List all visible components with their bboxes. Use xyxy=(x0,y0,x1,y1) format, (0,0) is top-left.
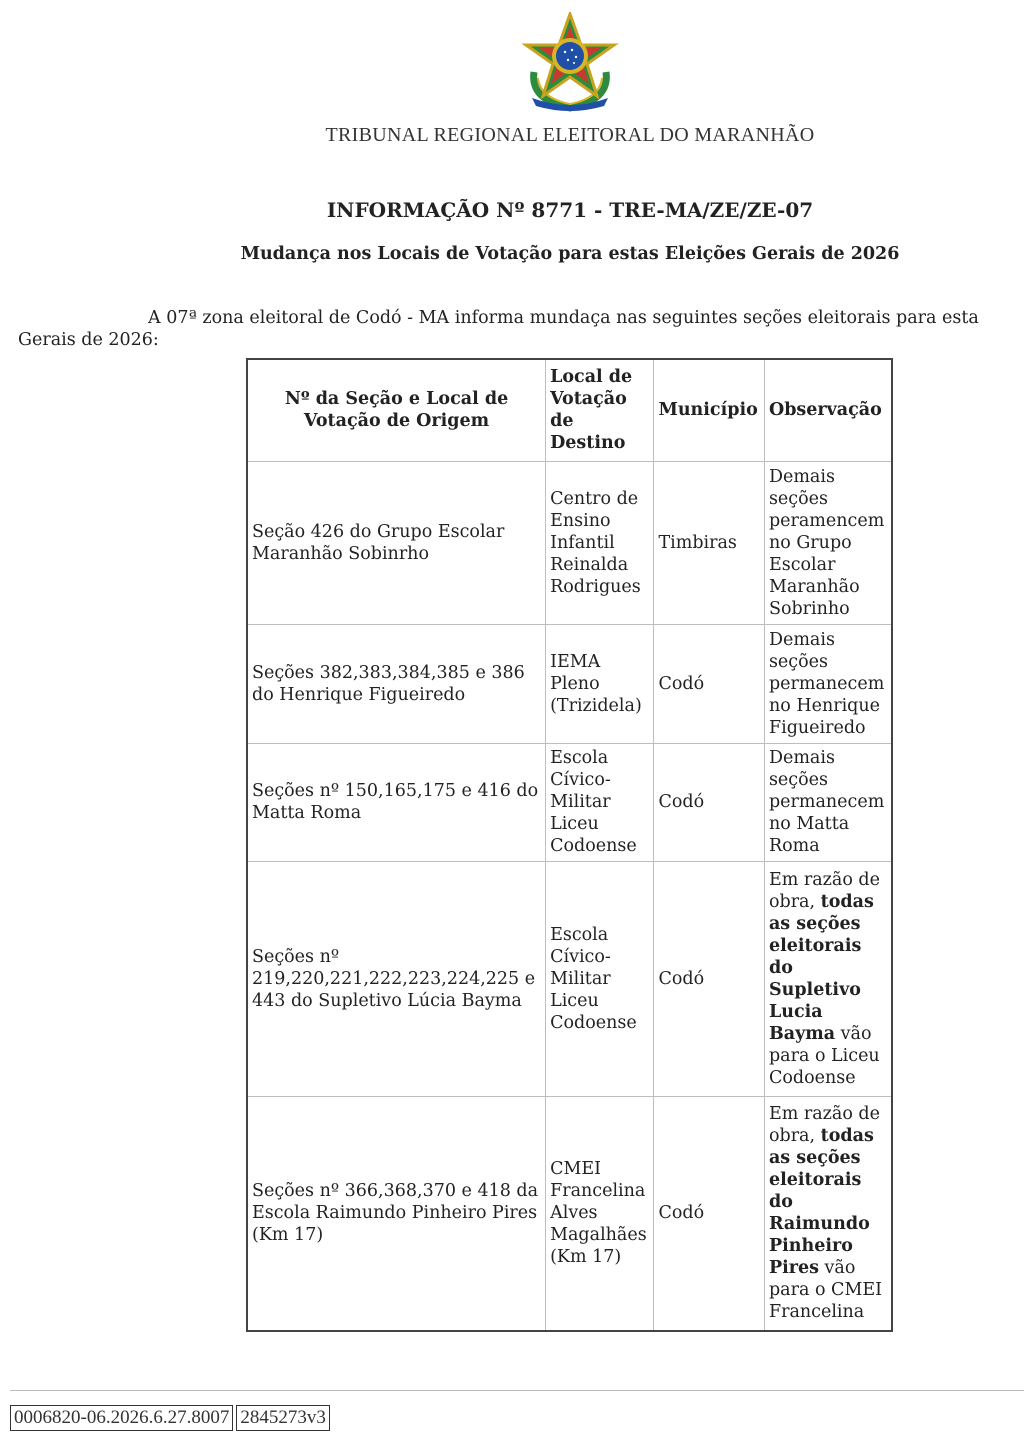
observation-text: Em razão de obra, xyxy=(768,869,880,912)
table-row xyxy=(247,624,892,743)
observation-text-end: vão para o CMEI Francelina xyxy=(768,1258,883,1323)
observation-text: Demais seções peramencem no Grupo Escolar Maranhão Sobrinho xyxy=(768,466,885,619)
cell-municipality: Codó xyxy=(654,624,765,743)
cell-observation xyxy=(764,861,892,1096)
brazil-coat-of-arms-icon xyxy=(520,12,620,112)
cell-destination: Escola Cívico-Militar Liceu Codoense xyxy=(546,743,654,861)
intro-paragraph xyxy=(18,307,1024,351)
cell-origin: Seções nº 219,220,221,222,223,224,225 e 443 do Supletivo Lúcia Bayma xyxy=(247,861,546,1096)
cell-observation xyxy=(764,1096,892,1331)
cell-observation xyxy=(764,624,892,743)
cell-origin: Seções nº 366,368,370 e 418 da Escola Raimundo Pinheiro Pires (Km 17) xyxy=(247,1096,546,1331)
observation-text: Demais seções permanecem no Henrique Figueiredo xyxy=(768,629,885,738)
cell-observation xyxy=(764,743,892,861)
header-municipality: Município xyxy=(654,359,765,461)
observation-text-end: vão para o Liceu Codoense xyxy=(768,1023,880,1088)
header-observation: Observação xyxy=(764,359,892,461)
observation-bold: todas as seções eleitorais do Supletivo Lucia Bayma xyxy=(768,891,874,1044)
table-row xyxy=(247,861,892,1096)
observation-text: Em razão de obra, xyxy=(768,1104,880,1147)
table-header-row xyxy=(247,359,892,461)
observation-text: Demais seções permanecem no Matta Roma xyxy=(768,748,885,856)
table-row xyxy=(247,461,892,624)
cell-municipality: Codó xyxy=(654,861,765,1096)
cell-origin: Seções 382,383,384,385 e 386 do Henrique Figueiredo xyxy=(247,624,546,743)
footer-identifiers xyxy=(10,1405,333,1431)
cell-observation xyxy=(764,461,892,624)
cell-destination: Centro de Ensino Infantil Reinalda Rodrigues xyxy=(546,461,654,624)
process-number: 0006820-06.2026.6.27.8007 xyxy=(10,1405,233,1431)
table-row xyxy=(247,1096,892,1331)
cell-origin: Seções nº 150,165,175 e 416 do Matta Roma xyxy=(247,743,546,861)
observation-bold: todas as seções eleitorais do Raimundo Pinheiro Pires xyxy=(768,1126,874,1279)
document-title: INFORMAÇÃO Nº 8771 - TRE-MA/ZE/ZE-07 xyxy=(326,198,814,222)
header-origin: Nº da Seção e Local de Votação de Origem xyxy=(247,359,546,461)
table-row xyxy=(247,743,892,861)
cell-municipality: Codó xyxy=(654,743,765,861)
cell-destination: IEMA Pleno (Trizidela) xyxy=(546,624,654,743)
document-id: 2845273v3 xyxy=(236,1405,330,1431)
cell-destination: CMEI Francelina Alves Magalhães (Km 17) xyxy=(546,1096,654,1331)
intro-line-1: A 07ª zona eleitoral de Codó - MA informa mundaça nas seguintes seções eleitorais para esta xyxy=(148,308,979,328)
org-name: TRIBUNAL REGIONAL ELEITORAL DO MARANHÃO xyxy=(325,124,815,146)
footer-divider xyxy=(10,1390,1024,1391)
intro-line-2: Gerais de 2026: xyxy=(18,330,159,350)
cell-destination: Escola Cívico-Militar Liceu Codoense xyxy=(546,861,654,1096)
sections-table xyxy=(246,358,893,1332)
header-destination: Local de Votação de Destino xyxy=(546,359,654,461)
cell-origin: Seção 426 do Grupo Escolar Maranhão Sobinrho xyxy=(247,461,546,624)
cell-municipality: Timbiras xyxy=(654,461,765,624)
cell-municipality: Codó xyxy=(654,1096,765,1331)
document-subtitle: Mudança nos Locais de Votação para estas Eleições Gerais de 2026 xyxy=(240,244,900,264)
